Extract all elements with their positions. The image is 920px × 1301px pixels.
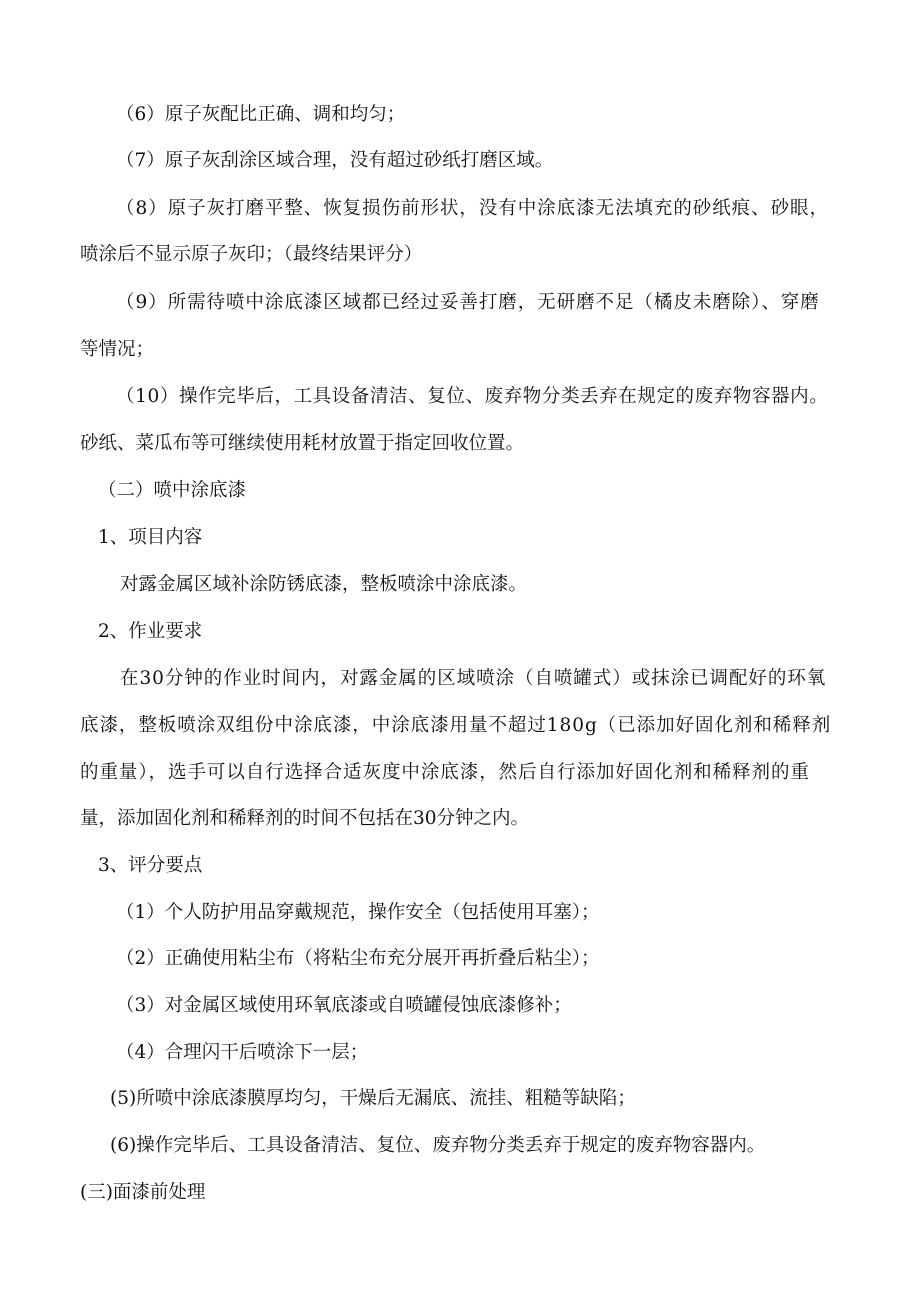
work-requirements-line-1: 在30分钟的作业时间内，对露金属的区域喷涂（自喷罐式）或抹涂已调配好的环氧 (120, 668, 827, 689)
scoring-item-5: (5)所喷中涂底漆膜厚均匀，干燥后无漏底、流挂、粗糙等缺陷； (110, 1088, 636, 1109)
scoring-item-2: （2）正确使用粘尘布（将粘尘布充分展开再折叠后粘尘）； (116, 948, 600, 969)
item-8-sanding-continued: 喷涂后不显示原子灰印；（最终结果评分） (80, 244, 423, 265)
scoring-points-heading: 3、评分要点 (98, 855, 203, 876)
section-3-heading: (三)面漆前处理 (80, 1182, 206, 1203)
scoring-item-1: （1）个人防护用品穿戴规范，操作安全（包括使用耳塞）； (116, 902, 600, 923)
project-content-text: 对露金属区域补涂防锈底漆，整板喷涂中涂底漆。 (120, 574, 528, 595)
work-requirements-line-2: 底漆，整板喷涂双组份中涂底漆，中涂底漆用量不超过180g（已添加好固化剂和稀释剂 (80, 715, 832, 736)
item-10-cleanup: （10）操作完毕后，工具设备清洁、复位、废弃物分类丢弃在规定的废弃物容器内。 (116, 386, 829, 407)
item-8-sanding: （8）原子灰打磨平整、恢复损伤前形状，没有中涂底漆无法填充的砂纸痕、砂眼， (116, 198, 829, 219)
scoring-item-6: (6)操作完毕后、工具设备清洁、复位、废弃物分类丢弃于规定的废弃物容器内。 (110, 1135, 766, 1156)
item-6-mixing: （6）原子灰配比正确、调和均匀； (116, 104, 406, 125)
item-9-primer-area-continued: 等情况； (80, 339, 155, 360)
section-2-heading: （二）喷中涂底漆 (98, 480, 247, 501)
scoring-item-3: （3）对金属区域使用环氧底漆或自喷罐侵蚀底漆修补； (116, 995, 572, 1016)
item-7-scraping: （7）原子灰刮涂区域合理，没有超过砂纸打磨区域。 (116, 150, 554, 171)
work-requirements-line-4: 量，添加固化剂和稀释剂的时间不包括在30分钟之内。 (80, 808, 530, 829)
item-9-primer-area: （9）所需待喷中涂底漆区域都已经过妥善打磨，无研磨不足（橘皮未磨除）、穿磨 (116, 292, 820, 313)
scoring-item-4: （4）合理闪干后喷涂下一层； (116, 1042, 369, 1063)
item-10-cleanup-continued: 砂纸、菜瓜布等可继续使用耗材放置于指定回收位置。 (80, 433, 525, 454)
project-content-heading: 1、项目内容 (98, 527, 203, 548)
work-requirements-line-3: 的重量），选手可以自行选择合适灰度中涂底漆，然后自行添加好固化剂和稀释剂的重 (80, 762, 810, 783)
work-requirements-heading: 2、作业要求 (98, 621, 203, 642)
